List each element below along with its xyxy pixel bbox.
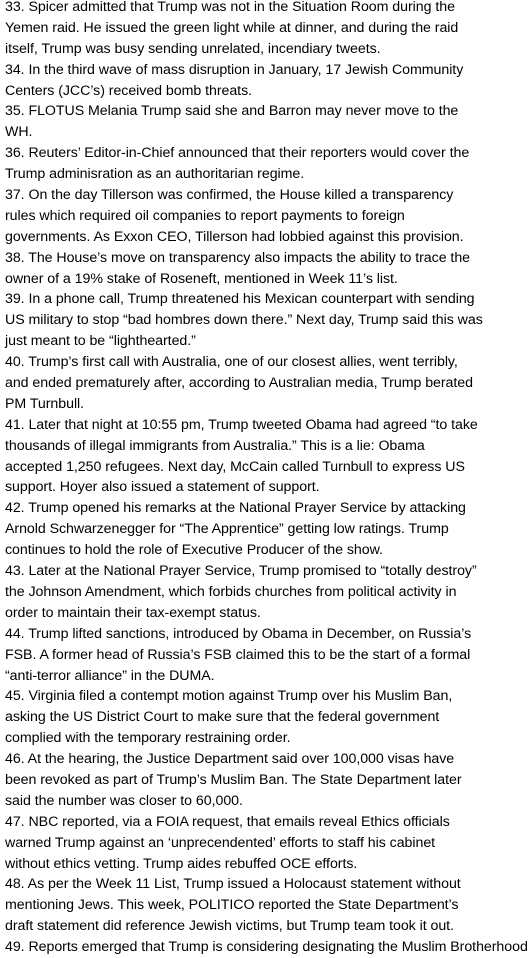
list-item-42 — [5, 498, 497, 561]
list-item-37 — [5, 185, 497, 248]
text-line: WH. — [5, 124, 33, 141]
text-line: 40. Trump’s first call with Australia, one of our closest allies, went terribly, — [5, 354, 458, 371]
text-line: owner of a 19% stake of Roseneft, mentioned in Week 11’s list. — [5, 270, 398, 287]
text-line: “anti-terror alliance” in the DUMA. — [5, 667, 215, 684]
text-line: 48. As per the Week 11 List, Trump issued a Holocaust statement without — [5, 876, 461, 893]
list-item-38 — [5, 248, 497, 290]
text-line: Trump adminisration as an authoritarian regime. — [5, 166, 305, 183]
text-line: PM Turnbull. — [5, 395, 85, 412]
text-line: mentioning Jews. This week, POLITICO reported the State Department’s — [5, 897, 459, 914]
text-line: 42. Trump opened his remarks at the National Prayer Service by attacking — [5, 500, 466, 517]
list-item-44 — [5, 624, 497, 687]
text-line: without ethics vetting. Trump aides rebuffed OCE efforts. — [5, 855, 358, 872]
text-line: thousands of illegal immigrants from Australia.” This is a lie: Obama — [5, 437, 425, 454]
text-line: continues to hold the role of Executive Producer of the show. — [5, 542, 383, 559]
list-item-43 — [5, 561, 497, 624]
text-line: said the number was closer to 60,000. — [5, 792, 243, 809]
text-line: draft statement did reference Jewish victims, but Trump team took it out. — [5, 918, 454, 935]
text-line-cut-off: 49. Reports emerged that Trump is considering designating the Muslim Brotherhood — [5, 939, 528, 956]
text-line: asking the US District Court to make sure that the federal government — [5, 709, 440, 726]
list-item-33 — [5, 0, 497, 60]
text-line: been revoked as part of Trump’s Muslim Ban. The State Department later — [5, 771, 462, 788]
text-line: the Johnson Amendment, which forbids churches from political activity in — [5, 583, 457, 600]
list-item-39 — [5, 289, 497, 352]
text-line: complied with the temporary restraining order. — [5, 730, 291, 747]
list-item-36 — [5, 143, 497, 185]
text-line: rules which required oil companies to report payments to foreign — [5, 207, 405, 224]
list-item-47 — [5, 812, 497, 875]
list-item-46 — [5, 749, 497, 812]
text-line: itself, Trump was busy sending unrelated, incendiary tweets. — [5, 40, 381, 57]
text-line: 47. NBC reported, via a FOIA request, that emails reveal Ethics officials — [5, 813, 450, 830]
text-line: 35. FLOTUS Melania Trump said she and Barron may never move to the — [5, 103, 459, 120]
text-line: accepted 1,250 refugees. Next day, McCain called Turnbull to express US — [5, 458, 465, 475]
text-line: US military to stop “bad hombres down there.” Next day, Trump said this was — [5, 312, 483, 329]
text-line: 43. Later at the National Prayer Service, Trump promised to “totally destroy” — [5, 563, 477, 580]
text-line: 36. Reuters’ Editor-in-Chief announced that their reporters would cover the — [5, 145, 470, 162]
text-line: 41. Later that night at 10:55 pm, Trump tweeted Obama had agreed “to take — [5, 416, 478, 433]
text-line: 37. On the day Tillerson was confirmed, the House killed a transparency — [5, 187, 454, 204]
text-line: governments. As Exxon CEO, Tillerson had lobbied against this provision. — [5, 228, 464, 245]
text-line: and ended prematurely after, according to Australian media, Trump berated — [5, 375, 473, 392]
list-item-35 — [5, 101, 497, 143]
text-line: warned Trump against an ‘unprecendented’ efforts to staff his cabinet — [5, 834, 436, 851]
text-line: 39. In a phone call, Trump threatened his Mexican counterpart with sending — [5, 291, 475, 308]
text-line: just meant to be “lighthearted.” — [5, 333, 196, 350]
text-line: Yemen raid. He issued the green light while at dinner, and during the raid — [5, 19, 459, 36]
list-item-41 — [5, 415, 497, 499]
text-line: 38. The House’s move on transparency also impacts the ability to trace the — [5, 249, 471, 266]
document-body — [5, 0, 528, 956]
text-line: order to maintain their tax-exempt status. — [5, 604, 261, 621]
text-line: Arnold Schwarzenegger for “The Apprentice” getting low ratings. Trump — [5, 521, 449, 538]
text-line: 33. Spicer admitted that Trump was not in the Situation Room during the — [5, 0, 455, 15]
text-line: Centers (JCC’s) received bomb threats. — [5, 82, 252, 99]
text-line: 34. In the third wave of mass disruption in January, 17 Jewish Community — [5, 61, 464, 78]
text-line: support. Hoyer also issued a statement of support. — [5, 479, 320, 496]
list-item-48 — [5, 874, 497, 937]
list-item-40 — [5, 352, 497, 415]
list-item-45 — [5, 686, 497, 749]
list-item-49-partial — [5, 937, 528, 956]
text-line: 46. At the hearing, the Justice Department said over 100,000 visas have — [5, 751, 455, 768]
text-line: 45. Virginia filed a contempt motion against Trump over his Muslim Ban, — [5, 688, 453, 705]
text-line: FSB. A former head of Russia’s FSB claimed this to be the start of a formal — [5, 646, 471, 663]
list-item-34 — [5, 60, 497, 102]
text-line: 44. Trump lifted sanctions, introduced by Obama in December, on Russia’s — [5, 625, 472, 642]
